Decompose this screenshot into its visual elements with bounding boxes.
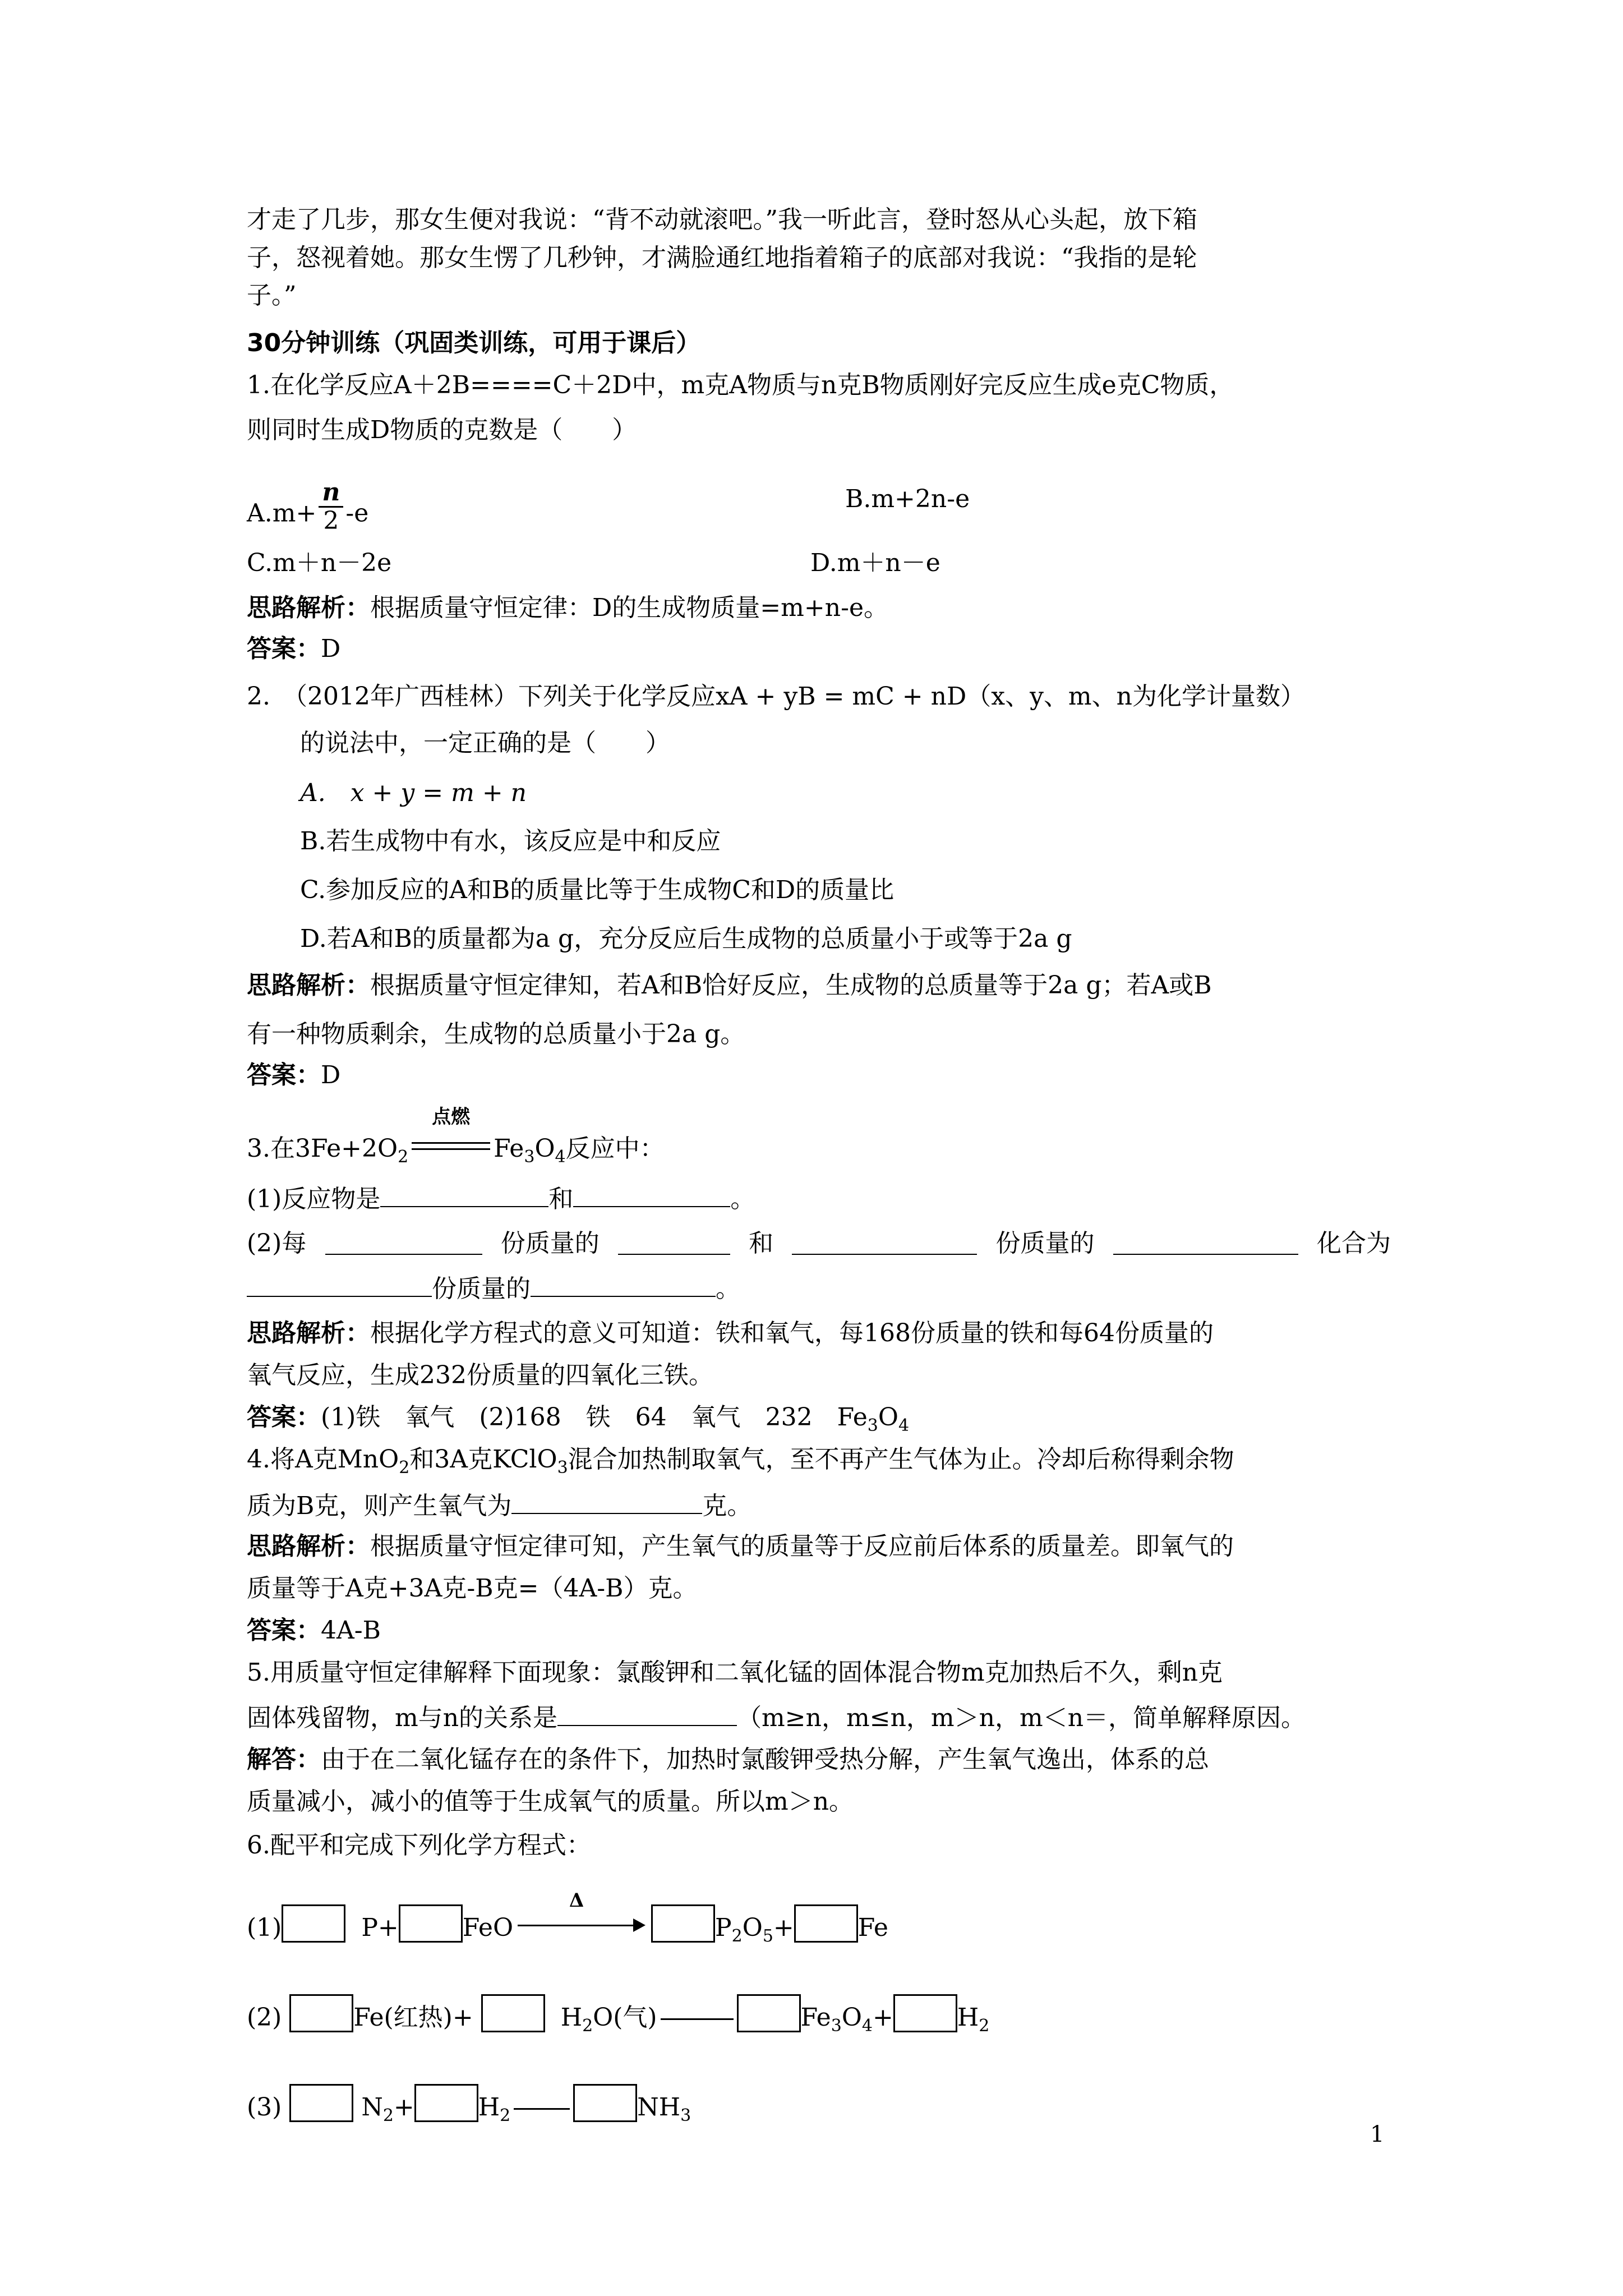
- coefficient-box[interactable]: [573, 2084, 637, 2122]
- q3-part-2-line-1: (2)每 份质量的 和 份质量的 化合为: [247, 1229, 1391, 1258]
- coefficient-box[interactable]: [289, 2084, 353, 2122]
- intro-line-2: 子，怒视着她。那女生愣了几秒钟，才满脸通红地指着箱子的底部对我说：“我指的是轮: [247, 243, 1197, 272]
- answer-blank[interactable]: [792, 1231, 977, 1255]
- answer-blank[interactable]: [511, 1490, 702, 1514]
- q5-solution-line-1: 解答：由于在二氧化锰存在的条件下，加热时氯酸钾受热分解，产生氧气逸出，体系的总: [247, 1745, 1209, 1774]
- q3-equation: 3.在$3Fe+2O_2$ 点燃 $Fe_3O_4$反应中：: [247, 1106, 665, 1167]
- q1-answer: 答案：D: [247, 634, 341, 663]
- coefficient-box[interactable]: [893, 1994, 957, 2032]
- answer-blank[interactable]: [531, 1273, 716, 1297]
- heat-arrow-icon: Δ: [518, 1912, 647, 1940]
- coefficient-box[interactable]: [651, 1904, 715, 1943]
- coefficient-box[interactable]: [414, 2084, 478, 2122]
- reaction-dash: [514, 2108, 570, 2110]
- q1-option-a: A.m+ $\frac{n}{2}$ -e: [247, 478, 369, 536]
- q6-equation-1: (1) P+ FeO Δ $P_2O_5+ Fe$: [247, 1889, 888, 1946]
- q5-stem-line-1: 5.用质量守恒定律解释下面现象：氯酸钾和二氧化锰的固体混合物m克加热后不久，剩n克: [247, 1658, 1223, 1687]
- q2-answer: 答案：D: [247, 1061, 341, 1089]
- q1-stem-line-2: 则同时生成D物质的克数是（ ）: [247, 416, 637, 444]
- q3-part-2-line-2: 份质量的 。: [247, 1273, 740, 1301]
- q3-analysis-line-1: 思路解析：根据化学方程式的意义可知道：铁和氧气，每168份质量的铁和每64份质量的: [247, 1319, 1214, 1347]
- q4-stem-line-2: 质为B克，则产生氧气为 克。: [247, 1492, 752, 1520]
- q6-equation-2: (2) Fe(红热)+ $H_2O$(气) $Fe_3O_4+ H_2$: [247, 1994, 989, 2035]
- coefficient-box[interactable]: [399, 1904, 463, 1943]
- coefficient-box[interactable]: [282, 1904, 345, 1943]
- q1-stem-line-1: 1.在化学反应A＋2B====C＋2D中，m克A物质与n克B物质刚好完反应生成e克C物质，: [247, 371, 1234, 399]
- answer-blank[interactable]: [325, 1231, 482, 1255]
- answer-blank[interactable]: [618, 1231, 730, 1255]
- section-title: 30分钟训练（巩固类训练，可用于课后）: [247, 329, 701, 357]
- q1-option-c: C.m＋n－2e: [247, 549, 392, 577]
- answer-blank[interactable]: [380, 1184, 548, 1207]
- q3-part-1: (1)反应物是 和 。: [247, 1185, 755, 1213]
- q3-analysis-line-2: 氧气反应，生成232份质量的四氧化三铁。: [247, 1361, 713, 1389]
- q4-analysis-line-2: 质量等于A克+3A克-B克=（4A-B）克。: [247, 1574, 698, 1603]
- q2-option-c: C.参加反应的A和B的质量比等于生成物C和D的质量比: [300, 876, 895, 904]
- answer-blank[interactable]: [247, 1273, 432, 1297]
- q5-stem-line-2: 固体残留物，m与n的关系是 （m≥n，m≤n，m＞n，m＜n＝，简单解释原因。: [247, 1704, 1306, 1732]
- fraction-n-over-2: $\frac{n}{2}$: [319, 479, 343, 535]
- q2-option-a: A. x + y = m + n: [300, 779, 527, 807]
- q2-stem-line-1: 2. （2012年广西桂林）下列关于化学反应xA + yB = mC + nD（x、y、m、n为化学计量数）: [247, 682, 1305, 711]
- q1-option-b: B.m+2n-e: [845, 485, 970, 513]
- q6-stem: 6.配平和完成下列化学方程式：: [247, 1831, 591, 1860]
- q2-analysis-line-2: 有一种物质剩余，生成物的总质量小于2a g。: [247, 1020, 745, 1048]
- reaction-condition: 点燃: [412, 1133, 490, 1161]
- answer-blank[interactable]: [1113, 1231, 1298, 1255]
- q1-analysis: 思路解析：根据质量守恒定律：D的生成物质量=m+n-e。: [247, 593, 888, 622]
- q2-analysis-line-1: 思路解析：根据质量守恒定律知，若A和B恰好反应，生成物的总质量等于2a g；若A或B: [247, 971, 1212, 1000]
- coefficient-box[interactable]: [289, 1994, 353, 2032]
- q1-option-d: D.m＋n－e: [810, 549, 940, 577]
- q2-option-b: B.若生成物中有水，该反应是中和反应: [300, 827, 721, 855]
- q4-answer: 答案：4A-B: [247, 1616, 381, 1645]
- q2-option-d: D.若A和B的质量都为a g，充分反应后生成物的总质量小于或等于2a g: [300, 924, 1072, 953]
- q3-answer: 答案：(1)铁 氧气 (2)168 铁 64 氧气 232 $Fe_3O_4$: [247, 1403, 910, 1435]
- reaction-dash: [661, 2018, 734, 2020]
- answer-blank[interactable]: [557, 1703, 737, 1726]
- coefficient-box[interactable]: [737, 1994, 801, 2032]
- answer-blank[interactable]: [573, 1184, 730, 1207]
- page-number: 1: [1370, 2122, 1385, 2147]
- intro-line-1: 才走了几步，那女生便对我说：“背不动就滚吧。”我一听此言，登时怒从心头起，放下箱: [247, 205, 1197, 234]
- q4-stem-line-1: 4.将A克MnO$_2$和3A克KClO$_3$混合加热制取氧气，至不再产生气体为止。冷却后称得剩余物: [247, 1445, 1234, 1478]
- coefficient-box[interactable]: [794, 1904, 858, 1943]
- intro-line-3: 子。”: [247, 281, 297, 310]
- coefficient-box[interactable]: [481, 1994, 545, 2032]
- q5-solution-line-2: 质量减小，减小的值等于生成氧气的质量。所以m＞n。: [247, 1787, 854, 1816]
- q4-analysis-line-1: 思路解析：根据质量守恒定律可知，产生氧气的质量等于反应前后体系的质量差。即氧气的: [247, 1532, 1234, 1561]
- q2-stem-line-2: 的说法中，一定正确的是（ ）: [300, 729, 670, 757]
- q6-equation-3: (3) $N_2+ H_2$ $NH_3$: [247, 2084, 691, 2124]
